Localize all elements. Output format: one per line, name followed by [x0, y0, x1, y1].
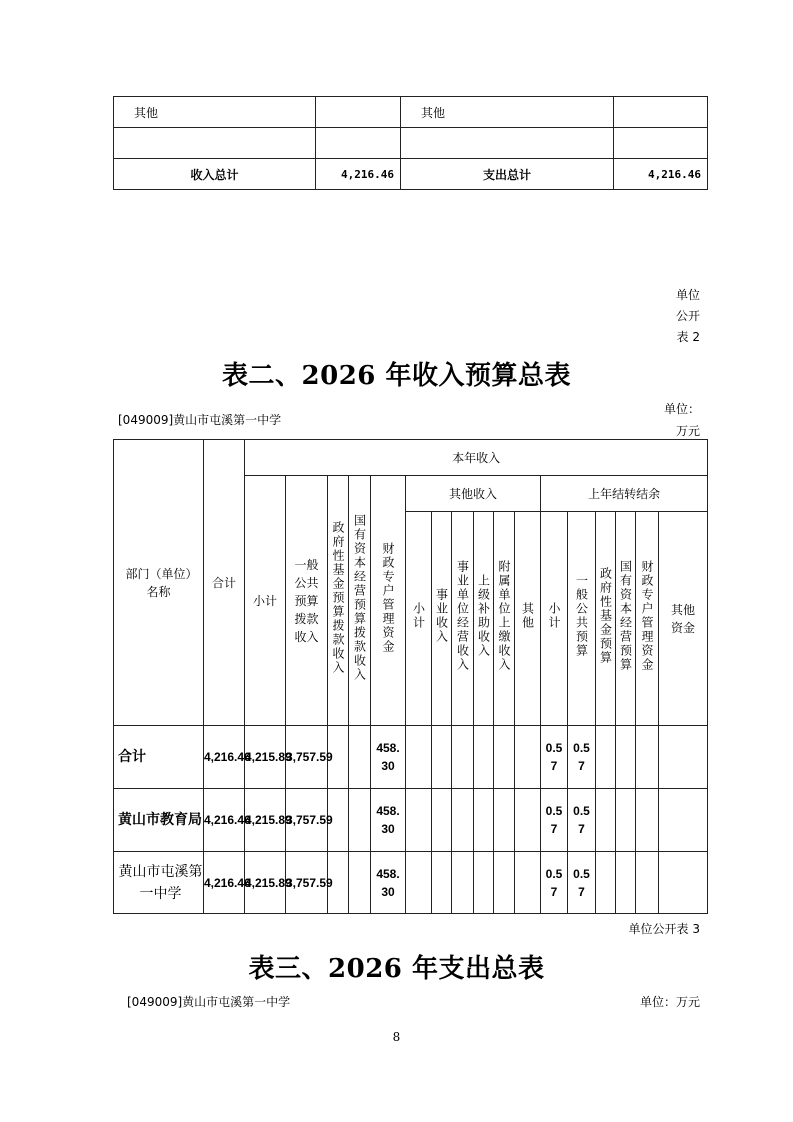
header-dept [114, 440, 204, 726]
cell-oi-subsidy [474, 789, 494, 852]
cell-co-gov-fund [596, 789, 616, 852]
cell-co-other [659, 726, 708, 789]
table-row [114, 128, 708, 159]
expense-label: 其他 [401, 97, 614, 128]
header-text: 财政专户管理资金 [381, 542, 395, 654]
table-row [114, 726, 708, 789]
cell-oi-affiliated [494, 789, 515, 852]
header-oi-subtotal [406, 512, 432, 726]
header-current-year: 本年收入 [245, 440, 708, 476]
header-subtotal: 小计 [245, 476, 286, 726]
cell-oi-operating [452, 852, 474, 914]
header-co-other [659, 512, 708, 726]
cell-oi-other [515, 789, 541, 852]
table3-org: [049009]黄山市屯溪第一中学 [127, 995, 291, 1009]
header-general-budget [286, 476, 328, 726]
income-label [114, 128, 316, 159]
cell-co-other [659, 789, 708, 852]
header-text: 政府性基金预算拨款收入 [331, 521, 345, 675]
header-oi-business [432, 512, 452, 726]
income-value [316, 97, 401, 128]
side-note-line: 表 2 [676, 330, 700, 344]
header-fiscal-special [371, 476, 406, 726]
cell-oi-subtotal [406, 789, 432, 852]
cell-state-capital [349, 789, 371, 852]
cell-oi-other [515, 852, 541, 914]
header-row [114, 440, 708, 476]
row-dept-name: 合计 [114, 726, 204, 789]
page-number: 8 [392, 1030, 401, 1044]
cell-co-subtotal: 0.57 [541, 852, 568, 914]
header-other-income: 其他收入 [406, 476, 541, 512]
cell-oi-subtotal [406, 726, 432, 789]
header-text: 事业单位经营收入 [455, 560, 470, 672]
income-total-label: 收入总计 [114, 159, 316, 190]
cell-fiscal-special: 458.30 [371, 852, 406, 914]
header-text: 小计 [547, 602, 561, 630]
expense-label [401, 128, 614, 159]
cell-total: 4,216.46 [204, 852, 245, 914]
cell-co-other [659, 852, 708, 914]
header-text: 部门（单位）名称 [125, 566, 192, 599]
cell-co-fiscal-special [636, 789, 659, 852]
cell-general-budget: 3,757.59 [286, 852, 328, 914]
cell-oi-operating [452, 789, 474, 852]
header-total: 合计 [204, 440, 245, 726]
total-row [114, 159, 708, 190]
cell-total: 4,216.46 [204, 726, 245, 789]
expense-value [614, 128, 708, 159]
income-label: 其他 [114, 97, 316, 128]
cell-co-fiscal-special [636, 852, 659, 914]
unit-line: 万元 [675, 424, 700, 438]
expense-total-label: 支出总计 [401, 159, 614, 190]
table2-side-note [676, 285, 700, 348]
cell-oi-other [515, 726, 541, 789]
header-text: 一般公共预算 [574, 574, 589, 658]
header-co-state-capital [616, 512, 636, 726]
side-note-line: 单位 [675, 288, 700, 302]
income-value [316, 128, 401, 159]
unit-line: 单位： [663, 402, 700, 416]
cell-fiscal-special: 458.30 [371, 789, 406, 852]
header-carryover: 上年结转结余 [541, 476, 708, 512]
header-text: 事业收入 [434, 588, 449, 644]
header-text: 小计 [411, 602, 426, 630]
table3-side-note: 单位公开表 3 [628, 922, 700, 936]
cell-subtotal: 4,215.89 [245, 852, 286, 914]
cell-oi-subsidy [474, 726, 494, 789]
expense-total-value: 4,216.46 [614, 159, 708, 190]
header-gov-fund [328, 476, 349, 726]
header-text: 一般公共预算拨款收入 [294, 557, 319, 644]
cell-oi-subsidy [474, 852, 494, 914]
side-note-line: 公开 [675, 309, 700, 323]
cell-oi-affiliated [494, 852, 515, 914]
table-row [114, 789, 708, 852]
table-row [114, 97, 708, 128]
row-dept-name: 黄山市屯溪第一中学 [114, 852, 204, 914]
cell-total: 4,216.46 [204, 789, 245, 852]
cell-state-capital [349, 726, 371, 789]
cell-co-fiscal-special [636, 726, 659, 789]
row-dept-name: 黄山市教育局 [114, 789, 204, 852]
header-co-subtotal [541, 512, 568, 726]
table2-title: 表二、2026 年收入预算总表 [222, 361, 571, 391]
header-state-capital [349, 476, 371, 726]
cell-oi-business [432, 726, 452, 789]
cell-general-budget: 3,757.59 [286, 789, 328, 852]
table2-org: [049009]黄山市屯溪第一中学 [118, 413, 282, 427]
header-oi-affiliated [494, 512, 515, 726]
cell-fiscal-special: 458.30 [371, 726, 406, 789]
cell-co-general: 0.57 [568, 726, 596, 789]
cell-co-subtotal: 0.57 [541, 726, 568, 789]
header-text: 国有资本经营预算拨款收入 [352, 514, 367, 682]
header-text: 上级补助收入 [476, 574, 491, 658]
cell-general-budget: 3,757.59 [286, 726, 328, 789]
header-oi-operating [452, 512, 474, 726]
header-co-gov-fund [596, 512, 616, 726]
header-text: 国有资本经营预算 [618, 560, 633, 672]
table3-title: 表三、2026 年支出总表 [248, 954, 545, 984]
expense-value [614, 97, 708, 128]
header-text: 其他资金 [671, 602, 696, 635]
cell-co-state-capital [616, 789, 636, 852]
cell-subtotal: 4,215.89 [245, 789, 286, 852]
income-total-value: 4,216.46 [316, 159, 401, 190]
header-text: 其他 [520, 602, 535, 630]
header-oi-other [515, 512, 541, 726]
cell-oi-business [432, 852, 452, 914]
income-expense-summary-table [113, 96, 708, 190]
cell-co-general: 0.57 [568, 852, 596, 914]
header-oi-subsidy [474, 512, 494, 726]
cell-co-state-capital [616, 726, 636, 789]
table3-unit: 单位：万元 [639, 995, 700, 1009]
cell-co-gov-fund [596, 852, 616, 914]
cell-oi-subtotal [406, 852, 432, 914]
income-budget-table [113, 439, 708, 914]
cell-co-subtotal: 0.57 [541, 789, 568, 852]
cell-oi-operating [452, 726, 474, 789]
table2-unit [664, 398, 700, 442]
cell-co-gov-fund [596, 726, 616, 789]
table-row [114, 852, 708, 914]
header-text: 政府性基金预算 [598, 567, 613, 665]
header-text: 附属单位上缴收入 [497, 560, 511, 672]
cell-state-capital [349, 852, 371, 914]
cell-oi-affiliated [494, 726, 515, 789]
cell-co-general: 0.57 [568, 789, 596, 852]
header-co-general [568, 512, 596, 726]
cell-oi-business [432, 789, 452, 852]
header-text: 财政专户管理资金 [640, 560, 654, 672]
cell-co-state-capital [616, 852, 636, 914]
header-co-fiscal-special [636, 512, 659, 726]
cell-subtotal: 4,215.89 [245, 726, 286, 789]
